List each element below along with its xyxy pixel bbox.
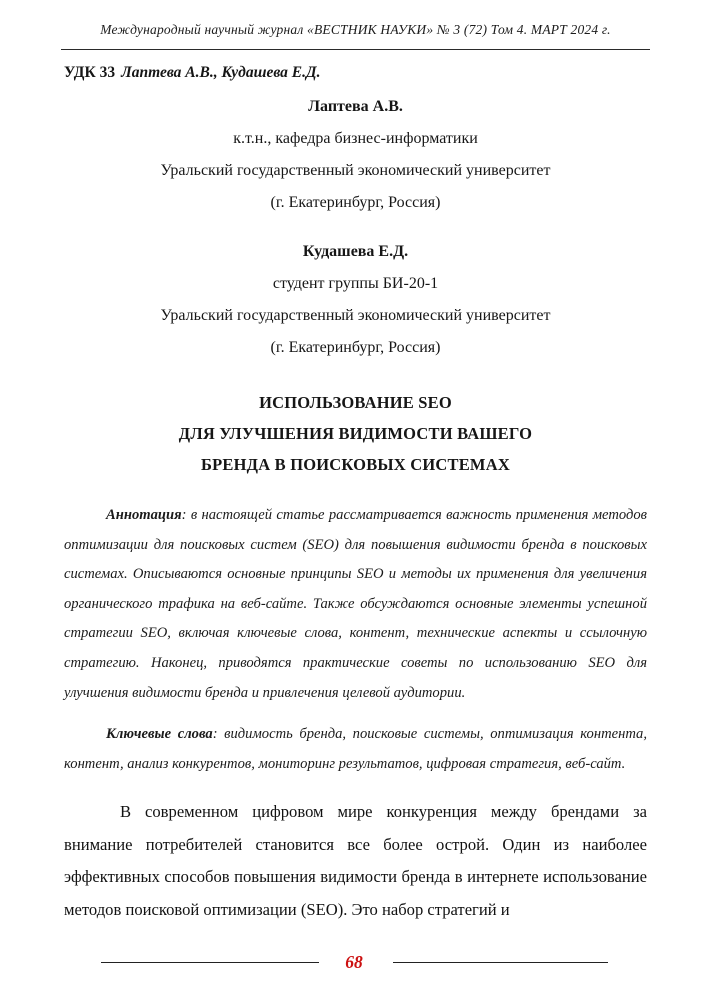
author-name: Кудашева Е.Д. (302, 243, 409, 260)
author-affiliation: Уральский государственный экономический университет (160, 307, 551, 324)
article-title (64, 387, 647, 480)
keywords-label: Ключевые слова (106, 726, 213, 743)
author-position: к.т.н., кафедра бизнес-информатики (233, 130, 478, 147)
header-divider (61, 49, 650, 50)
article-title-line: ДЛЯ УЛУЧШЕНИЯ ВИДИМОСТИ ВАШЕГО (178, 424, 533, 443)
footer-rule-right (393, 962, 608, 963)
journal-header: Международный научный журнал «ВЕСТНИК НАУКИ» № 3 (72) Том 4. МАРТ 2024 г. (100, 22, 611, 37)
udc-line (64, 64, 647, 82)
author-location: (г. Екатеринбург, Россия) (270, 339, 441, 356)
udc-label: УДК 33 (64, 64, 116, 81)
abstract-paragraph (64, 501, 647, 708)
abstract-text: : в настоящей статье рассматривается важность применения методов оптимизации для поисковых систем (SEO) для повышения видимости бренда в поисковых системах. Описываются основные принципы SEO и методы их применения для увеличения органического трафика на веб-сайте. Также обсуждаются основные элементы успешной стратегии SEO, включая ключевые слова, контент, технические аспекты и ссылочную стратегию. Наконец, приводятся практические советы по использованию SEO для улучшения видимости бренда и привлечения целевой аудитории. (64, 507, 647, 701)
keywords-text: : видимость бренда, поисковые системы, оптимизация контента, контент, анализ конкурентов, мониторинг результатов, цифровая стратегия, веб-сайт. (64, 726, 647, 772)
page-footer (0, 952, 709, 973)
author-affiliation: Уральский государственный экономический университет (160, 162, 551, 179)
abstract-label: Аннотация (106, 507, 182, 523)
author-location: (г. Екатеринбург, Россия) (270, 194, 441, 211)
footer-rule-left (101, 962, 319, 963)
author-position: студент группы БИ-20-1 (272, 275, 439, 292)
article-title-line: ИСПОЛЬЗОВАНИЕ SEO (259, 393, 452, 412)
article-title-line: БРЕНДА В ПОИСКОВЫХ СИСТЕМАХ (201, 455, 510, 474)
keywords-paragraph (64, 720, 647, 779)
author-name: Лаптева А.В. (308, 98, 403, 115)
udc-authors: Лаптева А.В., Кудашева Е.Д. (121, 64, 321, 81)
author-block-laptyeva (64, 91, 647, 219)
author-block-kudasheva (64, 236, 647, 364)
page-number: 68 (345, 952, 363, 972)
body-paragraph: В современном цифровом мире конкуренция между брендами за внимание потребителей становится все более острой. Один из наиболее эффективных способов повышения видимости бренда в интернете использование методов поисковой оптимизации (SEO). Это набор стратегий и (64, 802, 647, 919)
